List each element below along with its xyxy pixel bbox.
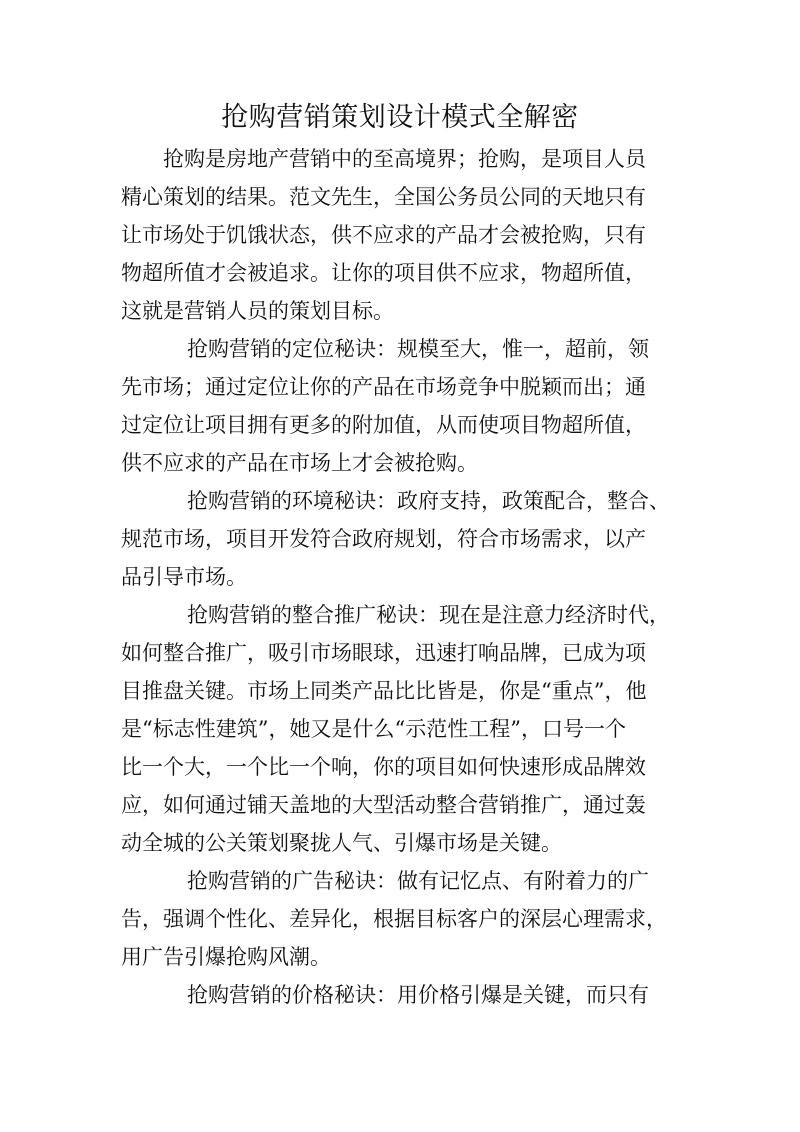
text-line: 让市场处于饥饿状态，供不应求的产品才会被抢购，只有 [121, 223, 646, 247]
text-line: 抢购营销的定位秘诀：规模至大，惟一，超前，领 [187, 337, 649, 361]
text-line: 用广告引爆抢购风潮。 [121, 945, 331, 969]
text-line: 应，如何通过铺天盖地的大型活动整合营销推广，通过轰 [121, 793, 646, 817]
text-line: 抢购营销的广告秘诀：做有记忆点、有附着力的广 [187, 869, 649, 893]
text-line: 告，强调个性化、差异化，根据目标客户的深层心理需求， [121, 907, 667, 931]
text-line: 品引导市场。 [121, 565, 247, 589]
text-line: 供不应求的产品在市场上才会被抢购。 [121, 451, 478, 475]
text-line: 过定位让项目拥有更多的附加值，从而使项目物超所值， [121, 413, 646, 437]
text-line: 是“标志性建筑”，她又是什么“示范性工程”，口号一个 [121, 717, 626, 741]
text-line: 比一个大，一个比一个响，你的项目如何快速形成品牌效 [121, 755, 646, 779]
text-line: 物超所值才会被追求。让你的项目供不应求，物超所值， [121, 261, 646, 285]
text-line: 如何整合推广，吸引市场眼球，迅速打响品牌，已成为项 [121, 641, 646, 665]
text-line: 抢购营销的整合推广秘诀：现在是注意力经济时代， [187, 603, 670, 627]
text-line: 规范市场，项目开发符合政府规划，符合市场需求，以产 [121, 527, 646, 551]
text-line: 抢购是房地产营销中的至高境界；抢购，是项目人员 [163, 147, 646, 171]
text-line: 抢购营销的环境秘诀：政府支持，政策配合，整合、 [187, 489, 670, 513]
text-line: 抢购营销的价格秘诀：用价格引爆是关键，而只有 [187, 983, 649, 1007]
text-line: 先市场；通过定位让你的产品在市场竞争中脱颖而出；通 [121, 375, 646, 399]
text-line: 目推盘关键。市场上同类产品比比皆是，你是“重点”，他 [121, 679, 647, 703]
document-title: 抢购营销策划设计模式全解密 [221, 102, 579, 133]
text-line: 这就是营销人员的策划目标。 [121, 299, 394, 323]
text-line: 精心策划的结果。范文先生，全国公务员公同的天地只有 [121, 185, 646, 209]
text-line: 动全城的公关策划聚拢人气、引爆市场是关键。 [121, 831, 562, 855]
